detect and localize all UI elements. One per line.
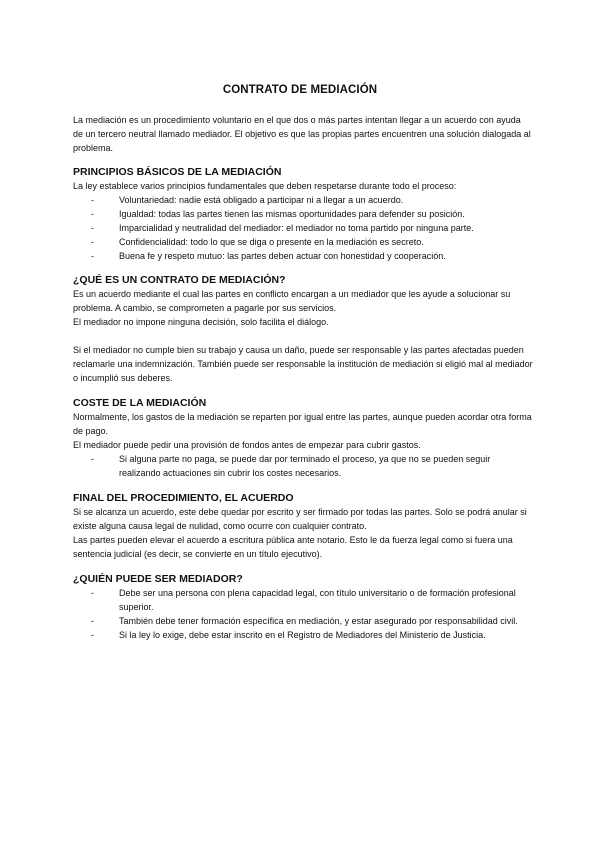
coste-list xyxy=(73,452,533,480)
section-heading-final: FINAL DEL PROCEDIMIENTO, EL ACUERDO xyxy=(73,492,294,504)
section-paragraph: El mediador puede pedir una provisión de fondos antes de empezar para cubrir gastos. xyxy=(73,440,421,450)
section-heading-quien: ¿QUIÉN PUEDE SER MEDIADOR? xyxy=(73,573,243,585)
list-item: - Si la ley lo exige, debe estar inscrito en el Registro de Mediadores del Ministerio de Justicia. xyxy=(91,630,486,640)
section-paragraph: Las partes pueden elevar el acuerdo a escritura pública ante notario. Esto le da fuerza legal como si fuera una sentencia judicial (es decir, se convierte en un título ejecutivo). xyxy=(73,535,513,559)
list-item: - Si alguna parte no paga, se puede dar por terminado el proceso, ya que no se pueden seguir realizando actuaciones sin cubrir los costes necesarios. xyxy=(91,454,491,478)
section-heading-principios: PRINCIPIOS BÁSICOS DE LA MEDIACIÓN xyxy=(73,166,282,178)
section-paragraph: La ley establece varios principios fundamentales que deben respetarse durante todo el proceso: xyxy=(73,181,457,191)
list-item: - Igualdad: todas las partes tienen las mismas oportunidades para defender su posición. xyxy=(91,209,465,219)
list-item: - Imparcialidad y neutralidad del mediador: el mediador no toma partido por ninguna parte. xyxy=(91,223,474,233)
section-paragraph: Es un acuerdo mediante el cual las partes en conflicto encargan a un mediador que les ayude a solucionar su problema. A cambio, se comprometen a pagarle por sus servicios. xyxy=(73,289,511,313)
document-title: CONTRATO DE MEDIACIÓN xyxy=(222,84,378,96)
section-heading-que-es: ¿QUÉ ES UN CONTRATO DE MEDIACIÓN? xyxy=(73,274,286,286)
mediador-list xyxy=(73,586,533,642)
list-item: - Confidencialidad: todo lo que se diga o presente en la mediación es secreto. xyxy=(91,237,424,247)
document-body xyxy=(73,113,533,642)
section-heading-coste: COSTE DE LA MEDIACIÓN xyxy=(73,397,207,409)
list-item: - Buena fe y respeto mutuo: las partes deben actuar con honestidad y cooperación. xyxy=(91,251,446,261)
section-paragraph: Si el mediador no cumple bien su trabajo y causa un daño, puede ser responsable y las partes afectadas pueden reclamarle una indemnización. También puede ser responsable la institución de mediación si eligió mal al mediador o incumplió sus deberes. xyxy=(73,345,533,383)
principles-list xyxy=(73,193,533,263)
section-paragraph: Si se alcanza un acuerdo, este debe quedar por escrito y ser firmado por todas las partes. Solo se podrá anular si existe alguna causa legal de nulidad, como ocurre con cualquier contrato. xyxy=(73,507,527,531)
list-item: - Voluntariedad: nadie está obligado a participar ni a llegar a un acuerdo. xyxy=(91,195,404,205)
list-item: - También debe tener formación específica en mediación, y estar asegurado por responsabilidad civil. xyxy=(91,616,518,626)
list-item: - Debe ser una persona con plena capacidad legal, con título universitario o de formación profesional superior. xyxy=(91,588,516,612)
intro-paragraph: La mediación es un procedimiento voluntario en el que dos o más partes intentan llegar a un acuerdo con ayuda de un tercero neutral llamado mediador. El objetivo es que las propias partes encuentren una solución dialogada al problema. xyxy=(73,115,531,153)
section-paragraph: El mediador no impone ninguna decisión, solo facilita el diálogo. xyxy=(73,317,329,327)
section-paragraph: Normalmente, los gastos de la mediación se reparten por igual entre las partes, aunque pueden acordar otra forma de pago. xyxy=(73,412,532,436)
